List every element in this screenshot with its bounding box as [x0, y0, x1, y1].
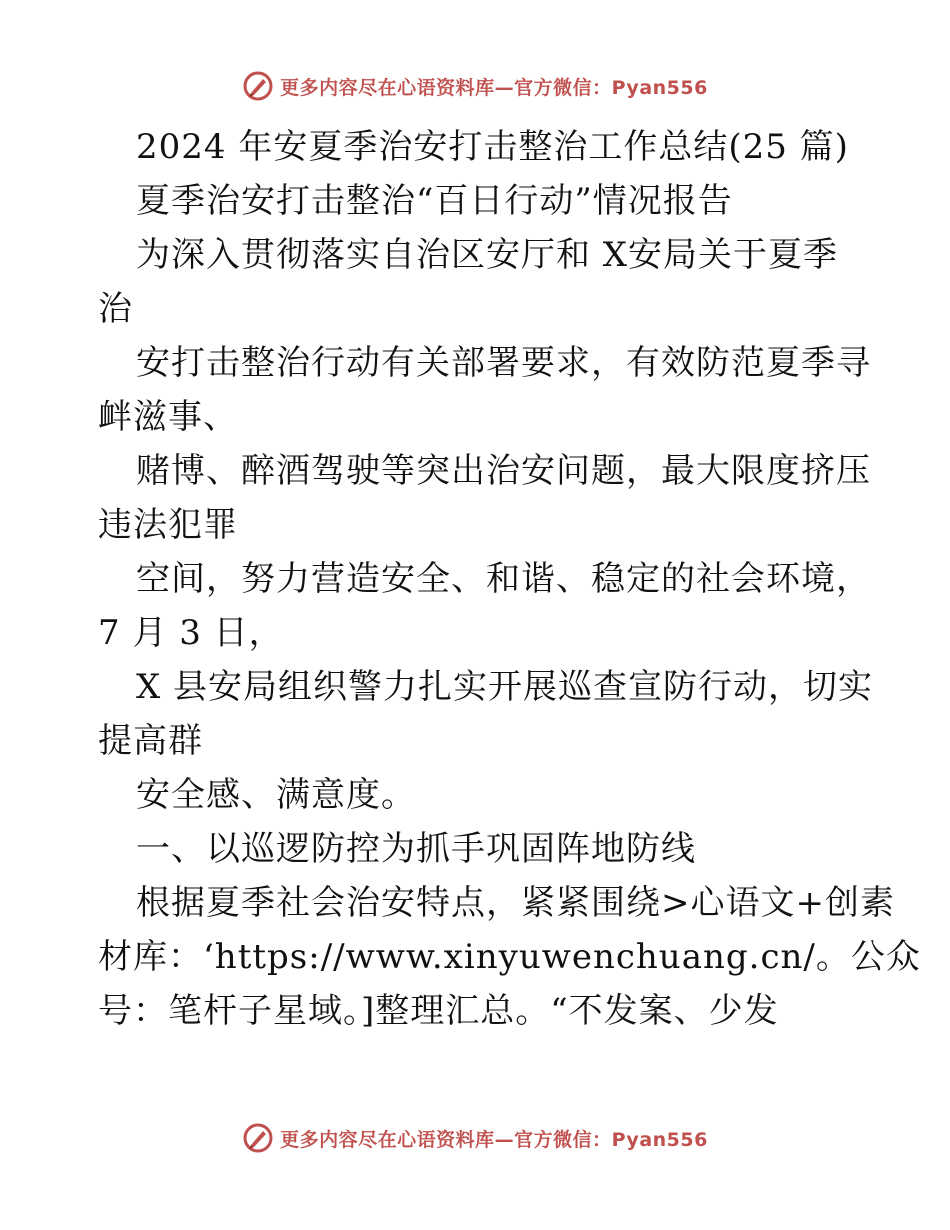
text-line: 7 月 3 日，	[98, 613, 284, 653]
text-line: 治	[98, 289, 133, 329]
document-body	[98, 120, 921, 1038]
text-line: 为深入贯彻落实自治区安厅和 X安局关于夏季	[136, 235, 839, 275]
watermark-text: 更多内容尽在心语资料库—官方微信：Pyan556	[280, 76, 708, 99]
text-line: X 县安局组织警力扎实开展巡查宣防行动，切实	[136, 667, 874, 707]
text-line: 衅滋事、	[98, 397, 238, 437]
text-line: 一、以巡逻防控为抓手巩固阵地防线	[136, 829, 696, 869]
text-line: 号：笔杆子星域。]整理汇总。“不发案、少发	[98, 991, 779, 1031]
watermark-text: 更多内容尽在心语资料库—官方微信：Pyan556	[280, 1128, 708, 1151]
text-line: 根据夏季社会治安特点，紧紧围绕>心语文+创素	[136, 883, 895, 923]
text-line: 提高群	[98, 721, 203, 761]
text-line: 材库：‘https://www.xinyuwenchuang.cn/。公众	[98, 937, 921, 977]
text-line: 安打击整治行动有关部署要求，有效防范夏季寻	[136, 343, 871, 383]
text-line: 违法犯罪	[98, 505, 238, 545]
text-line: 2024 年安夏季治安打击整治工作总结(25 篇)	[136, 127, 849, 167]
text-line: 安全感、满意度。	[136, 775, 416, 815]
pen-logo-icon	[242, 1122, 274, 1154]
text-line: 夏季治安打击整治“百日行动”情况报告	[136, 181, 733, 221]
footer-watermark	[0, 1122, 950, 1154]
text-line: 空间，努力营造安全、和谐、稳定的社会环境，	[136, 559, 871, 599]
header-watermark	[0, 70, 950, 102]
pen-logo-icon	[242, 70, 274, 102]
text-line: 赌博、醉酒驾驶等突出治安问题，最大限度挤压	[136, 451, 871, 491]
